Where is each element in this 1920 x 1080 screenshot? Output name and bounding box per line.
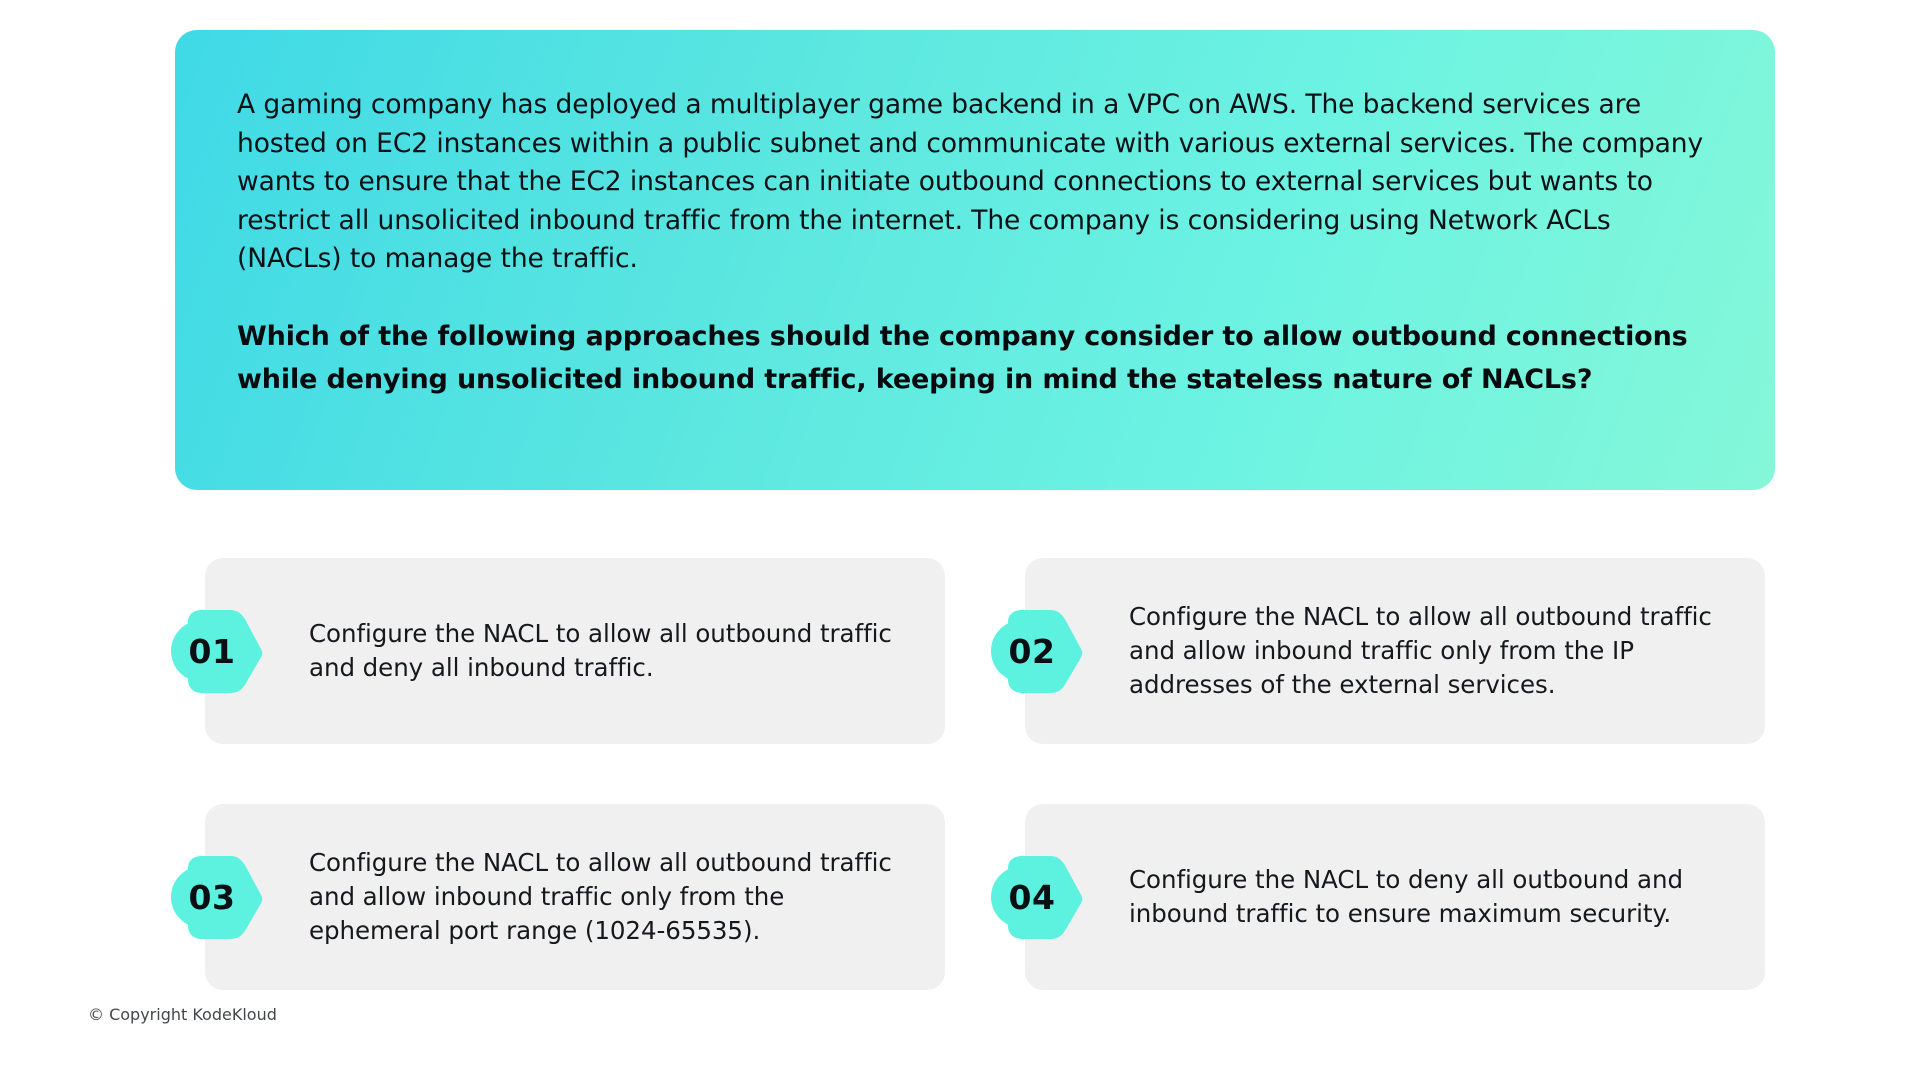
question-scenario: A gaming company has deployed a multiplayer game backend in a VPC on AWS. The backend services are hosted on EC2 instances within a public subnet and communicate with various external services. The company wants to ensure that the EC2 instances can initiate outbound connections to external services but wants to restrict all unsolicited inbound traffic from the internet. The company is considering using Network ACLs (NACLs) to manage the traffic. xyxy=(237,89,1704,274)
option-03[interactable] xyxy=(188,804,945,990)
copyright-footer: © Copyright KodeKloud xyxy=(88,1005,277,1024)
option-text: Configure the NACL to allow all outbound traffic and deny all inbound traffic. xyxy=(309,619,892,682)
option-04[interactable] xyxy=(1008,804,1765,990)
option-number-badge-icon xyxy=(990,854,1086,940)
option-number-badge-icon xyxy=(170,608,266,694)
option-01[interactable] xyxy=(188,558,945,744)
question-card xyxy=(175,30,1775,490)
option-text: Configure the NACL to allow all outbound traffic and allow inbound traffic only from the IP addresses of the external services. xyxy=(1129,602,1712,699)
option-02[interactable] xyxy=(1008,558,1765,744)
option-number: 01 xyxy=(188,631,236,671)
option-number: 03 xyxy=(188,877,236,917)
option-number: 02 xyxy=(1008,631,1056,671)
options-grid xyxy=(188,558,1765,990)
option-number-badge-icon xyxy=(990,608,1086,694)
question-prompt: Which of the following approaches should the company consider to allow outbound connections while denying unsolicited inbound traffic, keeping in mind the stateless nature of NACLs? xyxy=(237,320,1688,395)
option-number-badge-icon xyxy=(170,854,266,940)
option-text: Configure the NACL to allow all outbound traffic and allow inbound traffic only from the ephemeral port range (1024-65535). xyxy=(309,848,892,945)
option-text: Configure the NACL to deny all outbound and inbound traffic to ensure maximum security. xyxy=(1129,865,1683,928)
option-number: 04 xyxy=(1008,877,1056,917)
